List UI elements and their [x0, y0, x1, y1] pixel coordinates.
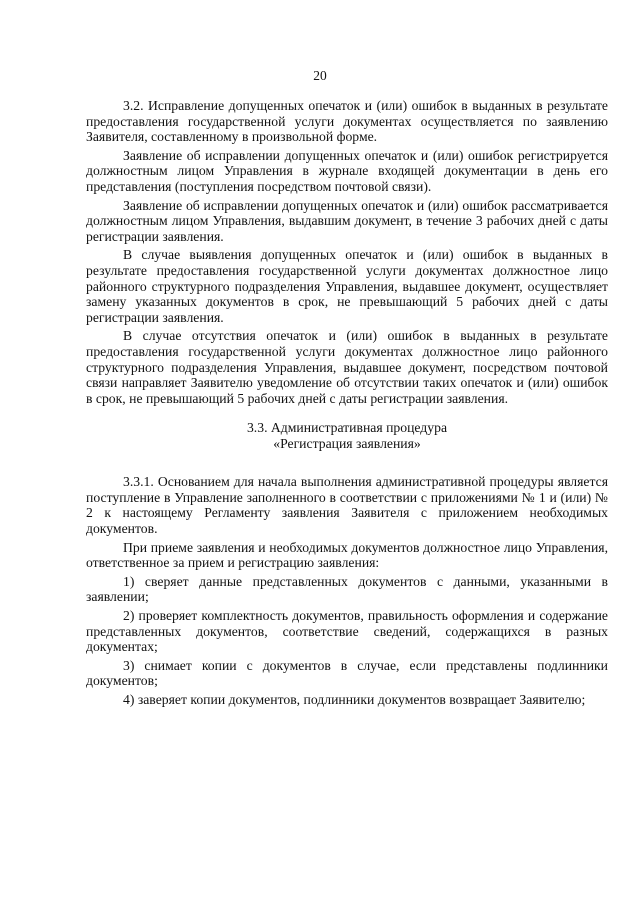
- list-item-1: 1) сверяет данные представленных документов с данными, указанными в заявлении;: [86, 573, 608, 605]
- paragraph-errors-found: В случае выявления допущенных опечаток и (или) ошибок в выданных в результате предоставления государственной услуги документах должностное лицо районного структурного подразделения Управления, выдавшее документ, осуществляет замену указанных документов в срок, не превышающий 5 рабочих дней с даты регистрации заявления.: [86, 247, 608, 325]
- section-heading: [86, 420, 608, 452]
- document-body: [86, 98, 608, 711]
- paragraph-review: Заявление об исправлении допущенных опечаток и (или) ошибок рассматривается должностным лицом Управления, выдавшим документ, в течение 3 рабочих дней с даты регистрации заявления.: [86, 197, 608, 244]
- paragraph-3-3-1: 3.3.1. Основанием для начала выполнения административной процедуры является поступление в Управление заполненного в соответствии с приложениями № 1 и (или) № 2 к настоящему Регламенту заявления Заявителя с приложением необходимых документов.: [86, 474, 608, 537]
- list-item-3: 3) снимает копии с документов в случае, если представлены подлинники документов;: [86, 657, 608, 689]
- section-subtitle: «Регистрация заявления»: [273, 436, 421, 452]
- paragraph-registration: Заявление об исправлении допущенных опечаток и (или) ошибок регистрируется должностным лицом Управления в журнале входящей документации в день его представления (поступления посредством почтовой связи).: [86, 147, 608, 194]
- paragraph-3-2: 3.2. Исправление допущенных опечаток и (или) ошибок в выданных в результате предоставления государственной услуги документах осуществляется по заявлению Заявителя, составленному в произвольной форме.: [86, 98, 608, 145]
- list-item-2: 2) проверяет комплектность документов, правильность оформления и содержание представленных документов, соответствие сведений, содержащихся в разных документах;: [86, 608, 608, 655]
- page-number: 20: [313, 68, 327, 83]
- section-number-title: 3.3. Административная процедура: [246, 420, 448, 436]
- paragraph-reception-intro: При приеме заявления и необходимых документов должностное лицо Управления, ответственное за прием и регистрацию заявления:: [86, 539, 608, 571]
- list-item-4: 4) заверяет копии документов, подлинники документов возвращает Заявителю;: [123, 692, 586, 707]
- paragraph-no-errors: В случае отсутствия опечаток и (или) ошибок в выданных в результате предоставления государственной услуги документах должностное лицо районного структурного подразделения Управления, выдавшее документ, посредством почтовой связи направляет Заявителю уведомление об отсутствии таких опечаток и (или) ошибок в срок, не превышающий 5 рабочих дней с даты регистрации заявления.: [86, 328, 608, 406]
